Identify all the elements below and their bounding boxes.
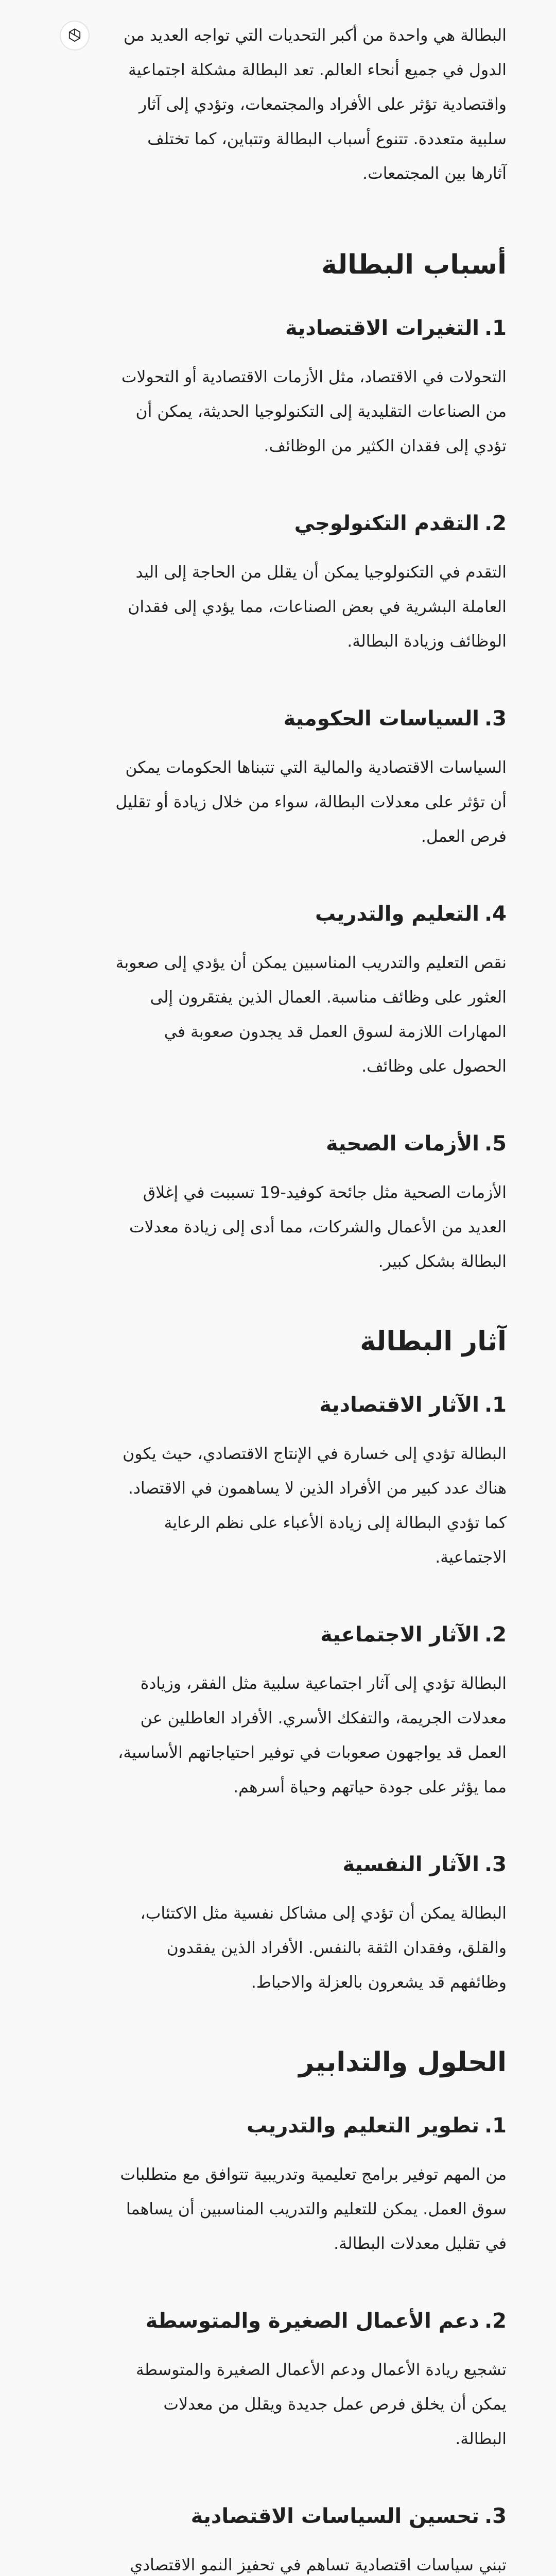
item-body: التحولات في الاقتصاد، مثل الأزمات الاقتصادية أو التحولات من الصناعات التقليدية إلى التكنولوجيا الحديثة، يمكن أن تؤدي إلى فقدان الكثير من الوظائف. — [121, 368, 507, 455]
assistant-message — [107, 19, 507, 2576]
item-body: البطالة يمكن أن تؤدي إلى مشاكل نفسية مثل الاكتئاب، والقلق، وفقدان الثقة بالنفس. الأفراد الذين يفقدون وظائفهم قد يشعرون بالعزلة والاحباط. — [140, 1904, 507, 1992]
item-title: 2.دعم الأعمال الصغيرة والمتوسطة — [145, 2309, 507, 2333]
item-title: 3.الآثار النفسية — [342, 1853, 507, 1876]
list-item — [107, 313, 507, 464]
item-body: من المهم توفير برامج تعليمية وتدريبية تتوافق مع متطلبات سوق العمل. يمكن للتعليم والتدريب المناسبين أن يساهما في تقليل معدلات البطالة. — [120, 2165, 507, 2253]
list-item — [107, 2306, 507, 2456]
section-heading: الحلول والتدابير — [299, 2047, 507, 2078]
list-item — [107, 703, 507, 854]
chatgpt-logo-icon — [60, 21, 90, 50]
item-body: الأزمات الصحية مثل جائحة كوفيد-19 تسببت في إغلاق العديد من الأعمال والشركات، مما أدى إلى زيادة معدلات البطالة بشكل كبير. — [129, 1183, 507, 1271]
list-item — [107, 1389, 507, 1575]
item-title: 1.التغيرات الاقتصادية — [285, 316, 507, 340]
effects-section — [107, 1324, 507, 2000]
item-title: 4.التعليم والتدريب — [315, 902, 507, 926]
list-item — [107, 1619, 507, 1805]
item-title: 1.الآثار الاقتصادية — [319, 1393, 507, 1417]
causes-section — [107, 247, 507, 1279]
list-item — [107, 508, 507, 659]
item-body: البطالة تؤدي إلى آثار اجتماعية سلبية مثل الفقر، وزيادة معدلات الجريمة، والتفكك الأسري. الأفراد العاطلين عن العمل قد يواجهون صعوبات في توفير احتياجاتهم الأساسية، مما يؤثر على جودة حياتهم وحياة أسرهم. — [118, 1674, 507, 1797]
item-title: 2.التقدم التكنولوجي — [294, 512, 507, 535]
list-item — [107, 1128, 507, 1279]
solutions-section — [107, 2044, 507, 2576]
intro-paragraph: البطالة هي واحدة من أكبر التحديات التي تواجه العديد من الدول في جميع أنحاء العالم. تعد البطالة مشكلة اجتماعية واقتصادية تؤثر على الأفراد والمجتمعات، وتؤدي إلى آثار سلبية متعددة. تتنوع أسباب البطالة وتتباين، كما تختلف آثارها بين المجتمعات. — [124, 26, 507, 183]
list-item — [107, 2110, 507, 2261]
item-body: نقص التعليم والتدريب المناسبين يمكن أن يؤدي إلى صعوبة العثور على وظائف مناسبة. العمال الذين يفتقرون إلى المهارات اللازمة لسوق العمل قد يجدون صعوبة في الحصول على وظائف. — [115, 954, 507, 1076]
item-title: 3.السياسات الحكومية — [283, 707, 507, 731]
item-title: 3.تحسين السياسات الاقتصادية — [190, 2504, 507, 2528]
item-body: تبني سياسات اقتصادية تساهم في تحفيز النمو الاقتصادي — [130, 2556, 507, 2574]
section-heading: أسباب البطالة — [321, 249, 507, 280]
section-heading: آثار البطالة — [360, 1326, 507, 1357]
list-item — [107, 899, 507, 1084]
item-body: تشجيع ريادة الأعمال ودعم الأعمال الصغيرة والمتوسطة يمكن أن يخلق فرص عمل جديدة ويقلل من معدلات البطالة. — [136, 2361, 507, 2448]
list-item — [107, 1849, 507, 2000]
item-body: البطالة تؤدي إلى خسارة في الإنتاج الاقتصادي، حيث يكون هناك عدد كبير من الأفراد الذين لا يساهمون في الاقتصاد. كما تؤدي البطالة إلى زيادة الأعباء على نظم الرعاية الاجتماعية. — [123, 1445, 507, 1567]
item-title: 5.الأزمات الصحية — [325, 1132, 507, 1156]
item-body: التقدم في التكنولوجيا يمكن أن يقلل من الحاجة إلى اليد العاملة البشرية في بعض الصناعات، مما يؤدي إلى فقدان الوظائف وزيادة البطالة. — [128, 563, 507, 651]
item-title: 2.الآثار الاجتماعية — [320, 1623, 507, 1647]
list-item — [107, 2501, 507, 2576]
item-body: السياسات الاقتصادية والمالية التي تتبناها الحكومات يمكن أن تؤثر على معدلات البطالة، سواء من خلال زيادة أو تقليل فرص العمل. — [115, 758, 507, 846]
item-title: 1.تطوير التعليم والتدريب — [247, 2114, 507, 2138]
